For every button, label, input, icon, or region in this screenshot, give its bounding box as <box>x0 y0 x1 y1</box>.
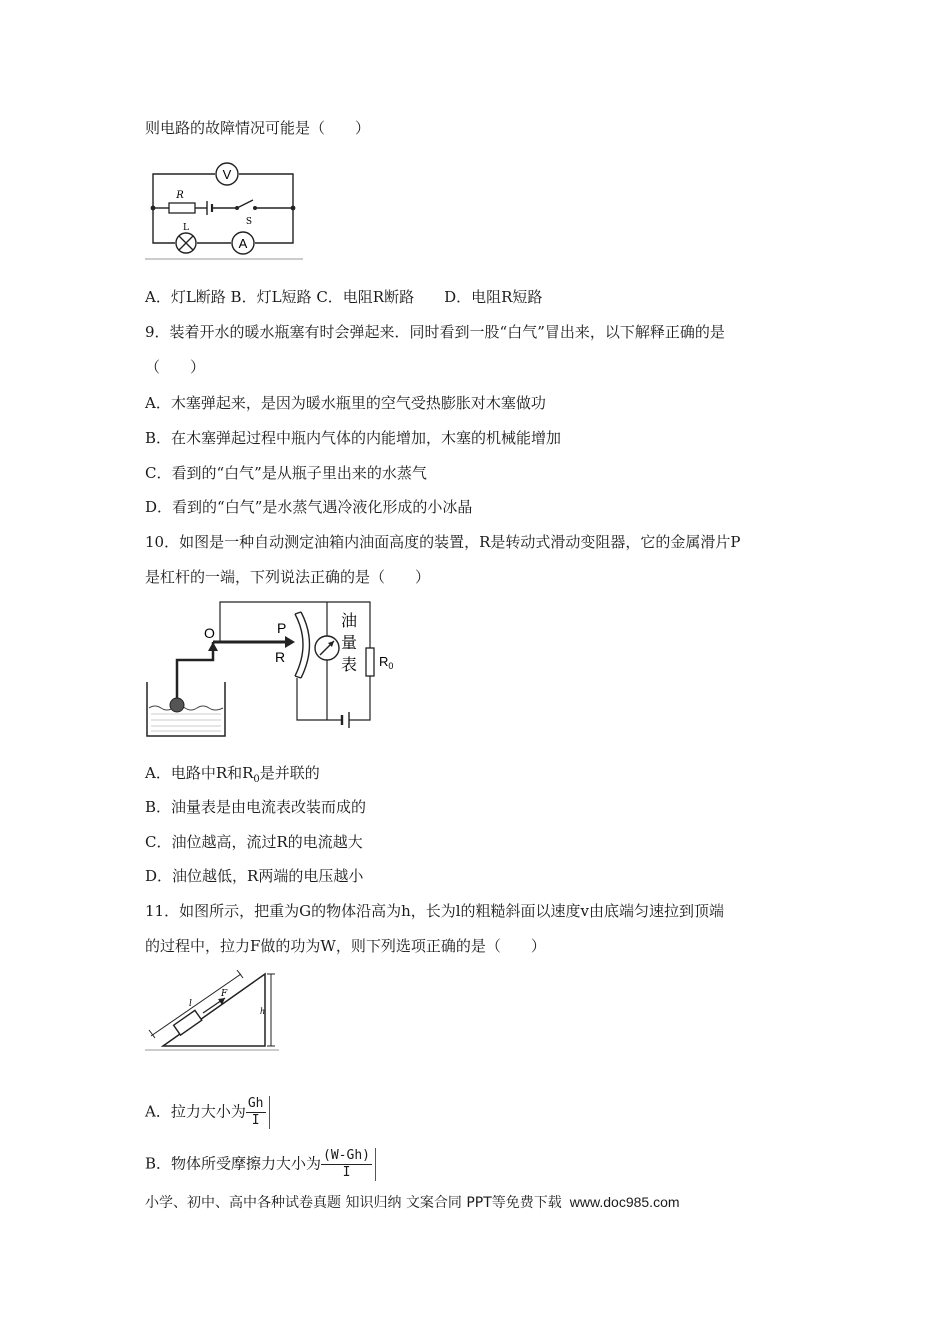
q8-options: A．灯L断路 B．灯L短路 C．电阻R断路 D．电阻R短路 <box>145 288 543 306</box>
meter-label-1: 油 <box>341 611 358 630</box>
q10-option-b: B．油量表是由电流表改装而成的 <box>145 798 367 816</box>
q10-oil-gauge-diagram <box>145 600 405 740</box>
q10-option-a: A．电路中R和$R_0$是并联的 <box>145 764 320 785</box>
q11-option-a: A．拉力大小为 $\frac{Gh}{I}$ <box>145 1096 270 1129</box>
resistor-label: R <box>176 190 184 201</box>
rheostat-label: R <box>275 649 286 665</box>
slider-label: P <box>277 620 287 636</box>
footer-url[interactable]: www.doc985.com <box>569 1194 680 1210</box>
q9-option-b: B．在木塞弹起过程中瓶内气体的内能增加，木塞的机械能增加 <box>145 429 562 447</box>
page-footer <box>145 1192 680 1212</box>
q11-stem-line1: 11．如图所示，把重为G的物体沿高为h，长为l的粗糙斜面以速度v由底端匀速拉到顶端 <box>145 902 725 920</box>
ammeter-label: A <box>238 236 248 251</box>
q9-option-a: A．木塞弹起来，是因为暖水瓶里的空气受热膨胀对木塞做功 <box>145 394 546 412</box>
lamp-label: L <box>183 223 189 233</box>
q9-option-c: C．看到的“白气”是从瓶子里出来的水蒸气 <box>145 464 427 482</box>
q11-stem-line2: 的过程中，拉力F做的功为W，则下列选项正确的是（ ） <box>145 937 546 955</box>
voltmeter-label: V <box>222 167 232 182</box>
q9-stem-line1: 9．装着开水的暖水瓶塞有时会弹起来．同时看到一股“白气”冒出来，以下解释正确的是 <box>145 323 725 341</box>
meter-label-3: 表 <box>341 655 358 674</box>
q10-option-d: D．油位越低，R两端的电压越小 <box>145 867 364 885</box>
q10-stem-line1: 10．如图是一种自动测定油箱内油面高度的装置，R是转动式滑动变阻器，它的金属滑片P <box>145 533 741 551</box>
pivot-label: O <box>204 625 215 641</box>
q11-option-b-fraction: $\frac{(W-Gh)}{I}$ <box>321 1148 376 1181</box>
force-label: F <box>221 989 228 999</box>
switch-label: S <box>245 217 253 227</box>
q11-option-b: B．物体所受摩擦力大小为 $\frac{(W-Gh)}{I}$ <box>145 1148 376 1181</box>
q11-incline-diagram <box>145 970 280 1052</box>
r0-label: $R_0$ <box>379 654 394 671</box>
q8-circuit-diagram <box>145 156 305 266</box>
q8-stem: 则电路的故障情况可能是（ ） <box>145 119 371 137</box>
q9-stem-line2: （ ） <box>145 358 206 376</box>
length-label: l <box>189 999 192 1009</box>
q11-option-a-fraction: $\frac{Gh}{I}$ <box>246 1096 270 1129</box>
meter-label-2: 量 <box>341 633 358 652</box>
q10-option-c: C．油位越高，流过R的电流越大 <box>145 833 363 851</box>
footer-text: 小学、初中、高中各种试卷真题 知识归纳 文案合同 PPT等免费下载 <box>145 1195 562 1211</box>
height-label: h <box>260 1007 266 1016</box>
q9-option-d: D．看到的“白气”是水蒸气遇冷液化形成的小冰晶 <box>145 498 473 516</box>
q10-stem-line2: 是杠杆的一端，下列说法正确的是（ ） <box>145 568 431 586</box>
